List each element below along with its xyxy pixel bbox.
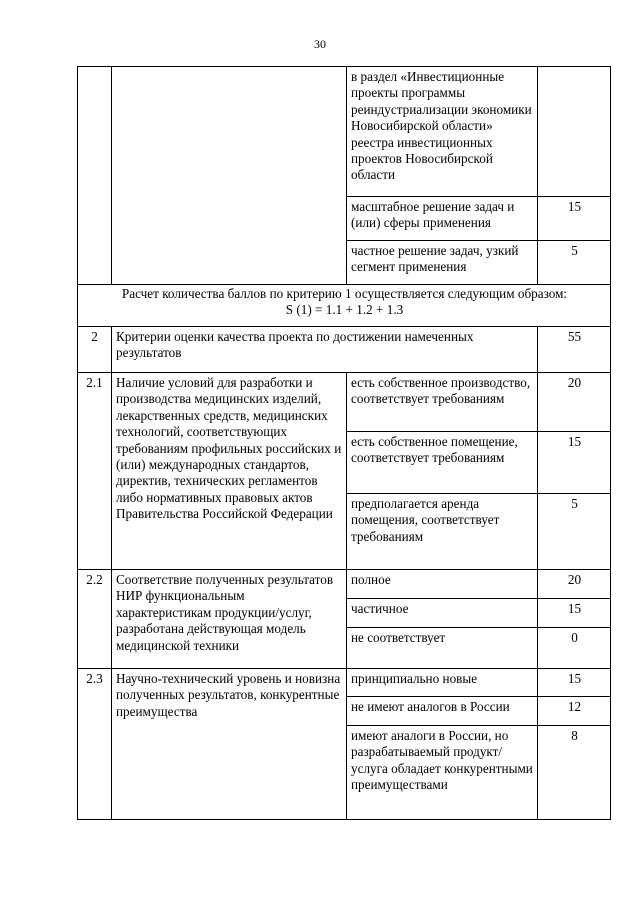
points-cell: 15 bbox=[538, 432, 611, 494]
calculation-formula: S (1) = 1.1 + 1.2 + 1.3 bbox=[285, 302, 404, 317]
criterion-cell bbox=[112, 67, 347, 285]
calculation-note bbox=[78, 285, 611, 327]
option-cell: не имеют аналогов в России bbox=[347, 697, 538, 726]
points-cell: 20 bbox=[538, 570, 611, 599]
option-cell: принципиально новые bbox=[347, 669, 538, 697]
option-cell: в раздел «Инвестиционные проекты программы реиндустриализации экономики Новосибирской области» реестра инвестиционных проектов Новосибирской области bbox=[347, 67, 538, 197]
criterion-cell: Соответствие полученных результатов НИР функциональным характеристикам продукции/услуг, разработана действующая модель медицинской техники bbox=[112, 570, 347, 669]
option-cell: предполагается аренда помещения, соответствует требованиям bbox=[347, 494, 538, 570]
option-cell: имеют аналоги в России, но разрабатываемый продукт/услуга обладает конкурентными преимуществами bbox=[347, 726, 538, 820]
calculation-row bbox=[78, 285, 611, 327]
option-cell: частное решение задач, узкий сегмент применения bbox=[347, 241, 538, 285]
criterion-cell: Наличие условий для разработки и производства медицинских изделий, лекарственных средств, медицинских технологий, соответствующих требованиям профильных российских и (или) международных стандартов, директив, технических регламентов либо нормативных правовых актов Правительства Российской Федерации bbox=[112, 373, 347, 570]
option-cell: не соответствует bbox=[347, 628, 538, 669]
option-cell: частичное bbox=[347, 599, 538, 628]
criterion-cell: Критерии оценки качества проекта по достижении намеченных результатов bbox=[112, 327, 538, 373]
points-cell bbox=[538, 67, 611, 197]
option-cell: масштабное решение задач и (или) сферы применения bbox=[347, 197, 538, 241]
table-row bbox=[78, 669, 611, 697]
table-row bbox=[78, 570, 611, 599]
table-row bbox=[78, 373, 611, 432]
points-cell: 55 bbox=[538, 327, 611, 373]
points-cell: 15 bbox=[538, 669, 611, 697]
points-cell: 5 bbox=[538, 494, 611, 570]
option-cell: есть собственное помещение, соответствует требованиям bbox=[347, 432, 538, 494]
table-row bbox=[78, 67, 611, 197]
row-number bbox=[78, 67, 112, 285]
points-cell: 15 bbox=[538, 197, 611, 241]
row-number: 2.1 bbox=[78, 373, 112, 570]
table-row bbox=[78, 327, 611, 373]
option-cell: есть собственное производство, соответствует требованиям bbox=[347, 373, 538, 432]
criteria-table bbox=[77, 66, 611, 820]
page-number: 30 bbox=[314, 37, 326, 51]
points-cell: 5 bbox=[538, 241, 611, 285]
points-cell: 12 bbox=[538, 697, 611, 726]
points-cell: 20 bbox=[538, 373, 611, 432]
points-cell: 15 bbox=[538, 599, 611, 628]
points-cell: 0 bbox=[538, 628, 611, 669]
row-number: 2 bbox=[78, 327, 112, 373]
criterion-cell: Научно-технический уровень и новизна полученных результатов, конкурентные преимущества bbox=[112, 669, 347, 820]
calculation-text: Расчет количества баллов по критерию 1 осуществляется следующим образом: bbox=[121, 286, 568, 301]
row-number: 2.2 bbox=[78, 570, 112, 669]
points-cell: 8 bbox=[538, 726, 611, 820]
row-number: 2.3 bbox=[78, 669, 112, 820]
option-cell: полное bbox=[347, 570, 538, 599]
